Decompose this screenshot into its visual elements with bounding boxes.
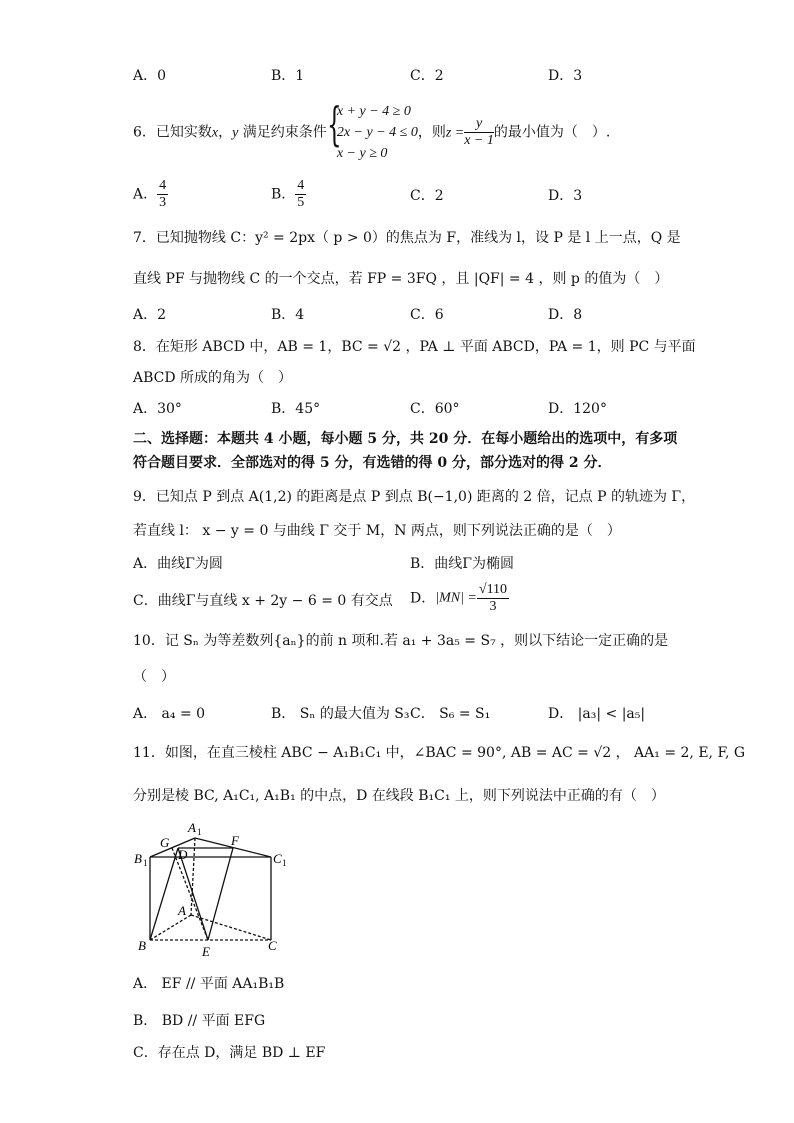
q6-option-a-den: 3: [159, 195, 167, 210]
q8-option-d: D．120°: [548, 401, 607, 417]
question-6: [133, 97, 611, 164]
q6-text-then: ，则: [417, 124, 446, 141]
label-b1: B: [134, 851, 142, 866]
q9-option-d-num: √110: [478, 582, 508, 597]
q10-option-c: C． S₆ = S₁: [410, 706, 491, 722]
q6-option-d: D．3: [548, 188, 583, 204]
q6-frac-num: y: [464, 116, 494, 133]
label-c: C: [268, 938, 277, 953]
q7-option-a: A．2: [133, 307, 167, 323]
q9-option-d: [410, 582, 509, 615]
q9-line-1: 9．已知点 P 到点 A(1,2) 的距离是点 P 到点 B(−1,0) 距离的 2 倍，记点 P 的轨迹为 Γ，: [133, 489, 696, 505]
section-2-heading-line-2: 符合题目要求．全部选对的得 5 分，有选错的得 0 分，部分选对的得 2 分．: [133, 455, 612, 471]
label-a1-sub: 1: [197, 827, 202, 837]
q7-line-1: 7．已知抛物线 C：y² = 2px（ p > 0）的焦点为 F，准线为 l，设 P 是 l 上一点，Q 是: [133, 230, 681, 246]
q6-option-c: C．2: [410, 188, 444, 204]
q11-line-1: 11．如图，在直三棱柱 ABC − A₁B₁C₁ 中，∠BAC = 90°, AB = AC = √2 ， AA₁ = 2, E, F, G: [133, 745, 746, 761]
label-f: F: [231, 833, 239, 848]
q6-constraint-3: x − y ≥ 0: [336, 146, 388, 161]
q6-frac-den: x − 1: [464, 133, 494, 148]
q6-z: z =: [445, 125, 465, 141]
q8-line-2: ABCD 所成的角为（ ）: [133, 370, 293, 386]
q9-option-d-label: D．: [410, 590, 436, 607]
q5-option-c: C．2: [410, 68, 444, 84]
q10-line-1: 10．记 Sₙ 为等差数列{aₙ}的前 n 项和.若 a₁ + 3a₅ = S₇ ，则以下结论一定正确的是: [133, 633, 669, 649]
q6-option-b-den: 5: [297, 195, 305, 210]
q9-option-d-den: 3: [489, 599, 497, 614]
label-b1-sub: 1: [143, 858, 148, 868]
q6-option-b-num: 4: [297, 178, 305, 193]
q9-option-a: A．曲线Γ为圆: [133, 556, 223, 572]
edge-a1-a: [191, 838, 195, 915]
q5-option-d: D．3: [548, 68, 583, 84]
q6-var-x: x: [211, 125, 219, 141]
q6-option-b: [271, 178, 306, 211]
q6-constraint-1: x + y − 4 ≥ 0: [336, 104, 411, 119]
q6-option-a-fraction: [157, 178, 168, 211]
q6-fraction: [464, 116, 494, 149]
q9-option-d-fraction: [477, 582, 509, 615]
label-d: D: [178, 847, 188, 862]
q9-option-b: B．曲线Γ为椭圆: [410, 556, 515, 572]
q6-option-a-num: 4: [159, 178, 167, 193]
q6-option-a: [133, 178, 168, 211]
q6-constraint-system: [326, 97, 418, 164]
q8-option-b: B．45°: [271, 401, 321, 417]
q9-option-c: C．曲线Γ与直线 x + 2y − 6 = 0 有交点: [133, 593, 393, 609]
q10-line-2: （ ）: [133, 669, 175, 685]
q6-var-y: y: [232, 125, 239, 141]
q6-text-post: 的最小值为（ ）.: [493, 124, 611, 141]
q6-comma: ，: [218, 124, 233, 141]
label-c1: C: [273, 851, 282, 866]
q6-option-a-label: A．: [133, 186, 158, 203]
section-2-heading-line-1: 二、选择题：本题共 4 小题，每小题 5 分，共 20 分．在每小题给出的选项中，有多项: [133, 431, 678, 447]
q7-option-d: D．8: [548, 307, 583, 323]
q8-option-a: A．30°: [133, 401, 182, 417]
q11-option-c: C．存在点 D，满足 BD ⊥ EF: [133, 1045, 326, 1061]
q11-option-b: B． BD // 平面 EFG: [133, 1013, 266, 1029]
q8-line-1: 8．在矩形 ABCD 中，AB = 1，BC = √2 ，PA ⊥ 平面 ABCD，PA = 1，则 PC 与平面: [133, 339, 696, 355]
q7-line-2: 直线 PF 与抛物线 C 的一个交点，若 FP = 3FQ ，且 |QF| = 4 ，则 p 的值为（ ）: [133, 271, 669, 287]
q6-option-b-label: B．: [271, 186, 296, 203]
q5-option-a: A．0: [133, 68, 167, 84]
q6-constraint-2: 2x − y − 4 ≤ 0: [336, 125, 418, 140]
prism-figure: [128, 818, 288, 958]
label-a: A: [178, 903, 186, 918]
segment-f-e: [208, 848, 233, 940]
label-g: G: [160, 835, 170, 850]
q7-option-b: B．4: [271, 307, 305, 323]
q9-option-d-lhs: |MN| =: [435, 590, 477, 606]
q6-text-pre: 6．已知实数: [133, 124, 212, 141]
label-e: E: [202, 944, 210, 958]
q6-text-cond: 满足约束条件: [238, 124, 327, 141]
left-brace-icon: {: [326, 97, 342, 151]
label-c1-sub: 1: [282, 858, 287, 868]
q11-line-2: 分别是棱 BC, A₁C₁, A₁B₁ 的中点，D 在线段 B₁C₁ 上，则下列说法中正确的有（ ）: [133, 788, 665, 804]
label-a1: A: [188, 820, 196, 835]
q8-option-c: C．60°: [410, 401, 460, 417]
q9-line-2: 若直线 l： x − y = 0 与曲线 Γ 交于 M，N 两点，则下列说法正确的是（ ）: [133, 523, 621, 539]
q10-option-d: D． |a₃| < |a₅|: [548, 706, 646, 722]
q10-option-b: B． Sₙ 的最大值为 S₃: [271, 706, 410, 722]
label-b: B: [138, 938, 146, 953]
q10-option-a: A． a₄ = 0: [133, 706, 206, 722]
q11-option-a: A． EF // 平面 AA₁B₁B: [133, 976, 285, 992]
q7-option-c: C．6: [410, 307, 444, 323]
q5-option-b: B．1: [271, 68, 305, 84]
q6-option-b-fraction: [295, 178, 306, 211]
